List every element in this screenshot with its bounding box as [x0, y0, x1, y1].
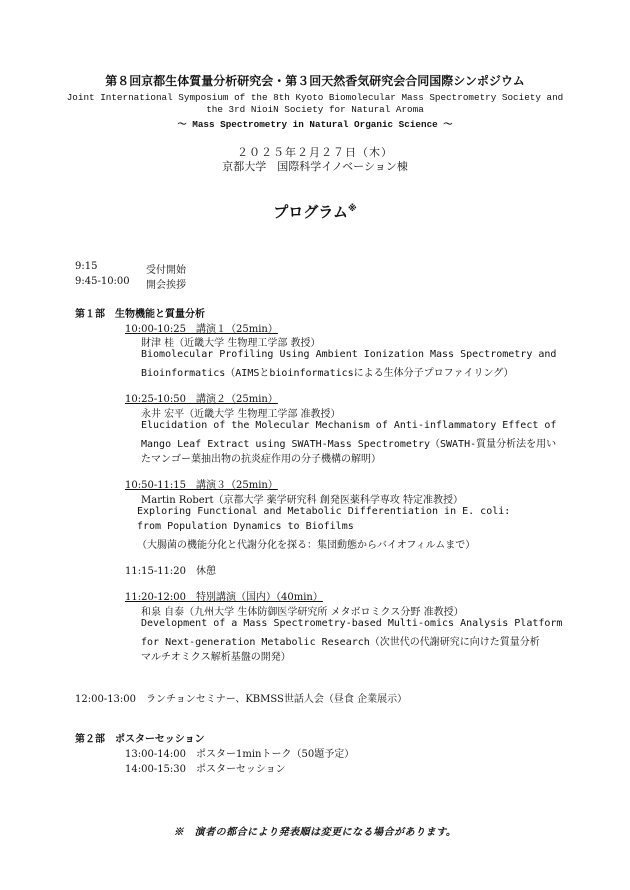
talk3-speaker: Martin Robert（京都大学 薬学研究科 創発医薬科学専攻 特定准教授） — [141, 495, 464, 506]
part1-heading: 第１部 生物機能と質量分析 — [75, 309, 205, 320]
poster-item-1: 13:00-14:00 ポスター1minトーク（50題予定） — [125, 749, 355, 760]
part2-heading: 第２部 ポスターセッション — [75, 734, 205, 745]
talk2-speaker: 永井 宏平（近畿大学 生物理工学部 准教授） — [141, 409, 341, 420]
opening-label-1: 受付開始 — [146, 265, 186, 276]
talk3-title-line3: （大腸菌の機能分化と代謝分化を探る：集団動態からバイオフィルムまで） — [137, 540, 476, 551]
program-footnote-mark: ※ — [348, 204, 357, 214]
english-title-line2: the 3rd NioiN Society for Natural Aroma — [206, 104, 424, 115]
event-date: ２０２５年２月２７日（木） — [237, 146, 393, 159]
special-talk-speaker: 和泉 自泰（九州大学 生体防御医学研究所 メタボロミクス分野 准教授） — [141, 607, 464, 618]
talk1-speaker: 財津 桂（近畿大学 生物理工学部 教授） — [141, 338, 321, 349]
opening-time-1: 9:15 — [75, 261, 98, 272]
talk2-slot: 10:25-10:50 講演２（25min） — [125, 394, 278, 405]
talk3-title-line1: Exploring Functional and Metabolic Differentiation in E. coli: — [137, 506, 511, 517]
talk1-title-line1: Biomolecular Profiling Using Ambient Ionization Mass Spectrometry and — [141, 349, 557, 360]
talk3-slot: 10:50-11:15 講演３（25min） — [125, 480, 278, 491]
talk2-title-line1: Elucidation of the Molecular Mechanism of Anti-inflammatory Effect of — [141, 420, 557, 431]
special-talk-title-line2: for Next-generation Metabolic Research（次世代の代謝研究に向けた質量分析 — [141, 637, 540, 648]
english-title-line1: Joint International Symposium of the 8th Kyoto Biomolecular Mass Spectrometry Society and — [66, 92, 564, 103]
special-talk-title-line3: マルチオミクス解析基盤の開発） — [141, 652, 291, 663]
symposium-title: 第８回京都生体質量分析研究会・第３回天然香気研究会合同国際シンポジウム — [105, 74, 525, 88]
opening-time-2: 9:45-10:00 — [75, 276, 130, 287]
lunch-slot: 12:00-13:00 ランチョンセミナー、KBMSS世話人会（昼食 企業展示） — [75, 694, 408, 705]
talk2-title-line2: Mango Leaf Extract using SWATH-Mass Spectrometry（SWATH-質量分析法を用い — [141, 439, 557, 450]
schedule-change-note: ※ 演者の都合により発表順は変更になる場合があります。 — [173, 827, 457, 838]
event-venue: 京都大学 国際科学イノベーション棟 — [222, 160, 408, 173]
program-heading: プログラム※ — [273, 203, 357, 221]
poster-item-2: 14:00-15:30 ポスターセッション — [125, 764, 286, 775]
talk1-slot: 10:00-10:25 講演１（25min） — [125, 324, 278, 335]
talk2-title-line3: たマンゴー葉抽出物の抗炎症作用の分子機構の解明） — [141, 454, 381, 465]
symposium-subtitle: ～ Mass Spectrometry in Natural Organic Science ～ — [177, 119, 453, 130]
talk3-title-line2: from Population Dynamics to Biofilms — [137, 521, 354, 532]
break-slot: 11:15-11:20 休憩 — [125, 566, 217, 577]
special-talk-slot: 11:20-12:00 特別講演（国内）（40min） — [125, 592, 323, 603]
talk1-title-line2: Bioinformatics（AIMSとbioinformaticsによる生体分子プロファイリング） — [141, 368, 514, 379]
opening-label-2: 開会挨拶 — [146, 280, 186, 291]
special-talk-title-line1: Development of a Mass Spectrometry-based Multi-omics Analysis Platform — [141, 618, 563, 629]
